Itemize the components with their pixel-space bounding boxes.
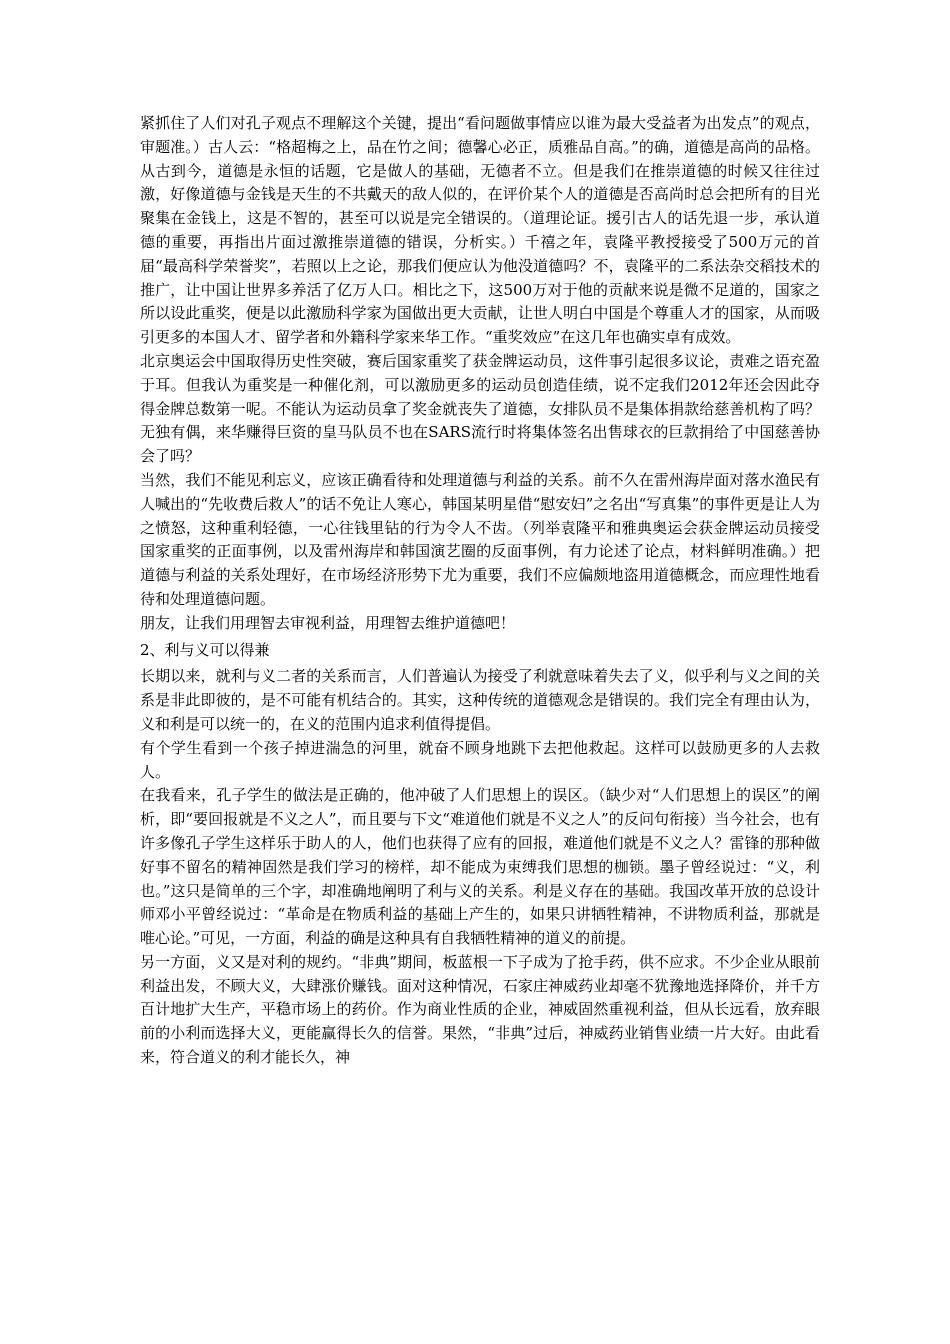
document-page xyxy=(140,112,820,1070)
paragraph-analysis: 在我看来，孔子学生的做法是正确的，他冲破了人们思想上的误区。（缺少对“人们思想上的误区”的阐析，即“要回报就是不义之人”，而且要与下文“难道他们就是不义之人”的反问句衔接）当今社会，也有许多像孔子学生这样乐于助人的人，他们也获得了应有的回报，难道他们就是不义之人？雷锋的那种做好事不留名的精神固然是我们学习的榜样，却不能成为束缚我们思想的枷锁。墨子曾经说过：“义，利也。”这只是简单的三个字，却准确地阐明了利与义的关系。利是义存在的基础。我国改革开放的总设计师邓小平曾经说过：“革命是在物质利益的基础上产生的，如果只讲牺牲精神，不讲物质利益，那就是唯心论。”可见，一方面，利益的确是这种具有自我牺牲精神的道义的前提。 xyxy=(140,786,820,948)
paragraph-other-side: 另一方面，义又是对利的规约。“非典”期间，板蓝根一下子成为了抢手药，供不应求。不少企业从眼前利益出发，不顾大义，大肆涨价赚钱。面对这种情况，石家庄神威药业却毫不犹豫地选择降价，并千方百计地扩大生产，平稳市场上的药价。作为商业性质的企业，神威固然重视利益，但从长远看，放弃眼前的小利而选择大义，更能赢得长久的信誉。果然，“非典”过后，神威药业销售业绩一片大好。由此看来，符合道义的利才能长久，神 xyxy=(140,952,820,1067)
paragraph-intro: 长期以来，就利与义二者的关系而言，人们普遍认为接受了利就意味着失去了义，似乎利与义之间的关系是非此即彼的，是不可能有机结合的。其实，这种传统的道德观念是错误的。我们完全有理由认为，义和利是可以统一的，在义的范围内追求利值得提倡。 xyxy=(140,667,820,733)
paragraph-continued: 紧抓住了人们对孔子观点不理解这个关键，提出“看问题做事情应以谁为最大受益者为出发点”的观点，审题准。）古人云：“格超梅之上，品在竹之间；德馨心必正，质雅品自高。”的确，道德是高尚的品格。从古到今，道德是永恒的话题，它是做人的基础，无德者不立。但是我们在推崇道德的时候又往往过激，好像道德与金钱是天生的不共戴天的敌人似的，在评价某个人的道德是否高尚时总会把所有的目光聚集在金钱上，这是不智的，甚至可以说是完全错误的。（道理论证。援引古人的话先退一步，承认道德的重要，再指出片面过激推崇道德的错误，分析实。）千禧之年，袁隆平教授接受了500万元的首届“最高科学荣誉奖”，若照以上之论，那我们便应认为他没道德吗？不，袁隆平的二系法杂交稻技术的推广，让中国让世界多养活了亿万人口。相比之下，这500万对于他的贡献来说是微不足道的，国家之所以设此重奖，便是以此激励科学家为国做出更大贡献，让世人明白中国是个尊重人才的国家，从而吸引更多的本国人才、留学者和外籍科学家来华工作。“重奖效应”在这几年也确实卓有成效。 xyxy=(140,114,820,347)
section-heading: 2、利与义可以得兼 xyxy=(140,640,270,659)
paragraph-olympics: 北京奥运会中国取得历史性突破，赛后国家重奖了获金牌运动员，这件事引起很多议论，责难之语充盈于耳。但我认为重奖是一种催化剂，可以激励更多的运动员创造佳绩，说不定我们2012年还会因此夺得金牌总数第一呢。不能认为运动员拿了奖金就丧失了道德，女排队员不是集体捐款给慈善机构了吗？无独有偶，来华赚得巨资的皇马队员不也在SARS流行时将集体签名出售球衣的巨款捐给了中国慈善协会了吗？ xyxy=(140,351,820,466)
paragraph-example: 有个学生看到一个孩子掉进湍急的河里，就奋不顾身地跳下去把他救起。这样可以鼓励更多的人去救人。 xyxy=(140,738,820,781)
paragraph-balance: 当然，我们不能见利忘义，应该正确看待和处理道德与利益的关系。前不久在雷州海岸面对落水渔民有人喊出的“先收费后救人”的话不免让人寒心，韩国某明星借“慰安妇”之名出“写真集”的事件更是让人为之愤怒，这种重利轻德，一心往钱里钻的行为令人不齿。（列举袁隆平和雅典奥运会获金牌运动员接受国家重奖的正面事例，以及雷州海岸和韩国演艺圈的反面事例，有力论述了论点，材料鲜明准确。）把道德与利益的关系处理好，在市场经济形势下尤为重要，我们不应偏颇地盗用道德概念，而应理性地看待和处理道德问题。 xyxy=(140,470,820,608)
paragraph-conclusion: 朋友，让我们用理智去审视利益，用理智去维护道德吧！ xyxy=(140,613,516,632)
